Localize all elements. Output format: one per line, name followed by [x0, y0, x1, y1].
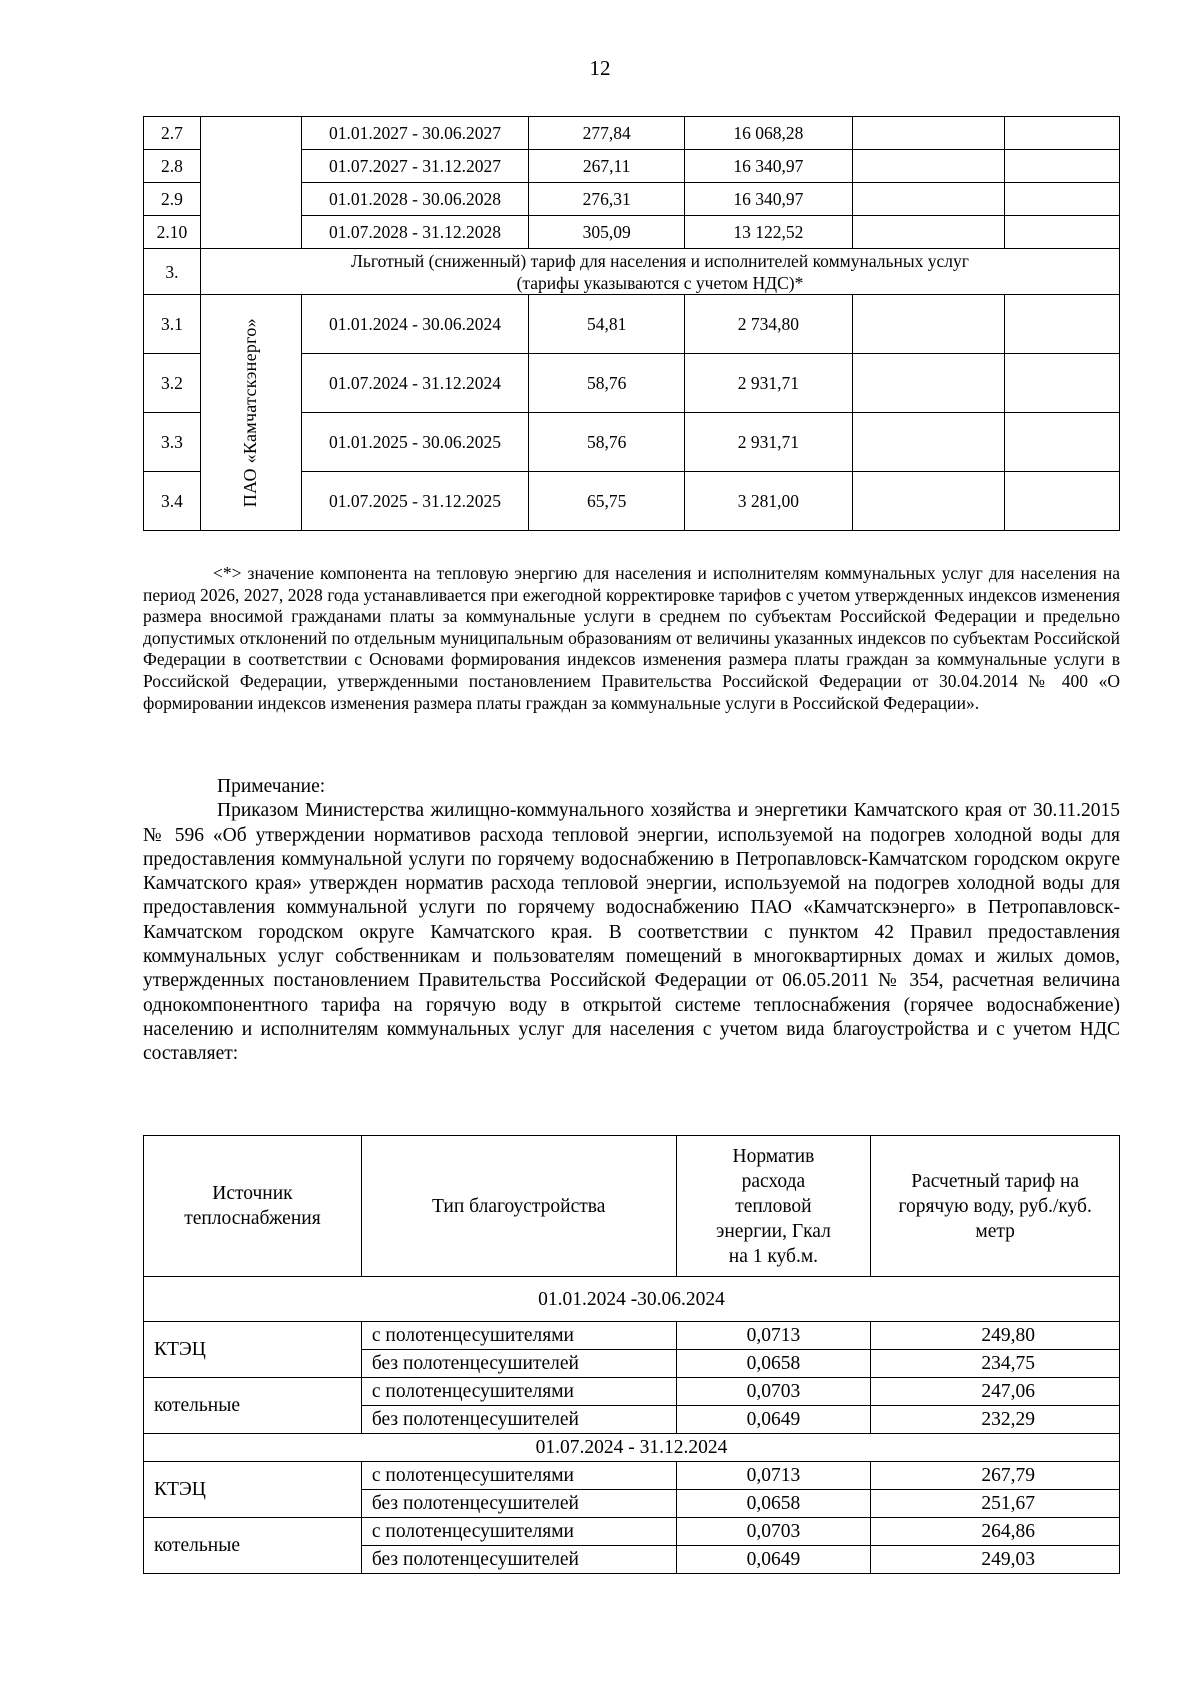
table-row: [144, 1378, 1120, 1406]
source-name: КТЭЦ: [144, 1462, 362, 1518]
type-cell: с полотенцесушителями: [361, 1378, 676, 1406]
source-name: КТЭЦ: [144, 1322, 362, 1378]
value-cell: 305,09: [529, 216, 685, 249]
norm-cell: 0,0649: [676, 1546, 871, 1574]
page-number: 12: [589, 56, 611, 80]
value-cell: 58,76: [529, 413, 685, 472]
table-header-row: [144, 1136, 1120, 1277]
org-cell: [200, 295, 301, 531]
row-number: 3.1: [144, 295, 201, 354]
period-label: 01.01.2024 -30.06.2024: [144, 1277, 1120, 1322]
row-number: 3.4: [144, 472, 201, 531]
value-cell: [852, 413, 1005, 472]
table-row: [144, 295, 1120, 354]
norm-cell: 0,0703: [676, 1378, 871, 1406]
tariff-cell: 232,29: [871, 1406, 1120, 1434]
period-cell: 01.01.2025 - 30.06.2025: [301, 413, 529, 472]
period-cell: 01.07.2028 - 31.12.2028: [301, 216, 529, 249]
tariff-cell: 264,86: [871, 1518, 1120, 1546]
type-cell: без полотенцесушителей: [361, 1406, 676, 1434]
value-cell: 2 931,71: [685, 354, 853, 413]
source-name: котельные: [144, 1378, 362, 1434]
note-heading: Примечание:: [217, 776, 326, 797]
value-cell: [1005, 354, 1120, 413]
value-cell: [1005, 183, 1120, 216]
type-cell: с полотенцесушителями: [361, 1518, 676, 1546]
value-cell: 13 122,52: [685, 216, 853, 249]
table-row: [144, 1322, 1120, 1350]
tariff-cell: 251,67: [871, 1490, 1120, 1518]
section-title: [200, 249, 1119, 295]
header-type: Тип благоустройства: [361, 1136, 676, 1277]
period-label: 01.07.2024 - 31.12.2024: [144, 1434, 1120, 1462]
hot-water-table: [143, 1135, 1120, 1574]
norm-cell: 0,0649: [676, 1406, 871, 1434]
value-cell: [1005, 295, 1120, 354]
footnote-text: <*> значение компонента на тепловую энергию для населения и исполнителям коммунальных услуг для населения на период 2026, 2027, 2028 года устанавливается при ежегодной корректировке тарифов с учетом утвержденных индексов изменения размера вносимой гражданами платы за коммунальные услуги в среднем по субъектам Российской Федерации и предельно допустимых отклонений по отдельным муниципальным образованиям от величины указанных индексов по субъектам Российской Федерации в соответствии с Основами формирования индексов изменения размера платы граждан за коммунальные услуги в Российской Федерации, утвержденными постановлением Правительства Российской Федерации от 30.04.2014 № 400 «О формировании индексов изменения размера платы граждан за коммунальные услуги в Российской Федерации».: [143, 563, 1120, 713]
row-number: 2.10: [144, 216, 201, 249]
value-cell: [1005, 216, 1120, 249]
org-cell-empty: [200, 117, 301, 249]
table-row: [144, 117, 1120, 150]
note-body: Приказом Министерства жилищно-коммунального хозяйства и энергетики Камчатского края от 30.11.2015 № 596 «Об утверждении нормативов расхода тепловой энергии, используемой на подогрев холодной воды для предоставления коммунальной услуги по горячему водоснабжению в Петропавловск-Камчатском городском округе Камчатского края» утвержден норматив расхода тепловой энергии, используемой на подогрев холодной воды для предоставления коммунальной услуги по горячему водоснабжению ПАО «Камчатскэнерго» в Петропавловск-Камчатском городском округе Камчатского края. В соответствии с пунктом 42 Правил предоставления коммунальных услуг собственникам и пользователям помещений в многоквартирных домах и жилых домов, утвержденных постановлением Правительства Российской Федерации от 06.05.2011 № 354, расчетная величина однокомпонентного тарифа на горячую воду в открытой системе теплоснабжения (горячее водоснабжение) населению и исполнителям коммунальных услуг для населения с учетом вида благоустройства и с учетом НДС составляет:: [143, 800, 1120, 1065]
table-row: [144, 1518, 1120, 1546]
value-cell: 16 068,28: [685, 117, 853, 150]
period-cell: 01.07.2025 - 31.12.2025: [301, 472, 529, 531]
period-row: [144, 1277, 1120, 1322]
section-title-line1: Льготный (сниженный) тариф для населения и исполнителей коммунальных услуг: [351, 250, 969, 271]
value-cell: [852, 354, 1005, 413]
row-number: 3.2: [144, 354, 201, 413]
value-cell: 58,76: [529, 354, 685, 413]
type-cell: без полотенцесушителей: [361, 1490, 676, 1518]
norm-cell: 0,0658: [676, 1350, 871, 1378]
table-row: [144, 1462, 1120, 1490]
type-cell: с полотенцесушителями: [361, 1322, 676, 1350]
section-number: 3.: [144, 249, 201, 295]
value-cell: 16 340,97: [685, 183, 853, 216]
header-source: Источник теплоснабжения: [144, 1136, 362, 1277]
period-cell: 01.01.2027 - 30.06.2027: [301, 117, 529, 150]
value-cell: 2 734,80: [685, 295, 853, 354]
row-number: 2.7: [144, 117, 201, 150]
value-cell: [1005, 472, 1120, 531]
period-row: [144, 1434, 1120, 1462]
value-cell: 54,81: [529, 295, 685, 354]
type-cell: без полотенцесушителей: [361, 1350, 676, 1378]
value-cell: 277,84: [529, 117, 685, 150]
value-cell: 276,31: [529, 183, 685, 216]
value-cell: [1005, 150, 1120, 183]
norm-cell: 0,0658: [676, 1490, 871, 1518]
header-norm: Норматив расхода тепловой энергии, Гкал на 1 куб.м.: [676, 1136, 871, 1277]
tariff-cell: 249,03: [871, 1546, 1120, 1574]
tariff-table: [143, 116, 1120, 531]
tariff-cell: 249,80: [871, 1322, 1120, 1350]
period-cell: 01.07.2024 - 31.12.2024: [301, 354, 529, 413]
value-cell: [852, 295, 1005, 354]
value-cell: 65,75: [529, 472, 685, 531]
value-cell: 16 340,97: [685, 150, 853, 183]
note-block: [143, 775, 1120, 1067]
row-number: 2.8: [144, 150, 201, 183]
tariff-cell: 267,79: [871, 1462, 1120, 1490]
value-cell: [852, 117, 1005, 150]
norm-cell: 0,0703: [676, 1518, 871, 1546]
value-cell: 267,11: [529, 150, 685, 183]
norm-cell: 0,0713: [676, 1462, 871, 1490]
period-cell: 01.07.2027 - 31.12.2027: [301, 150, 529, 183]
value-cell: [1005, 117, 1120, 150]
value-cell: 3 281,00: [685, 472, 853, 531]
type-cell: без полотенцесушителей: [361, 1546, 676, 1574]
value-cell: [852, 472, 1005, 531]
value-cell: [852, 183, 1005, 216]
value-cell: [1005, 413, 1120, 472]
row-number: 2.9: [144, 183, 201, 216]
section-header-row: [144, 249, 1120, 295]
period-cell: 01.01.2024 - 30.06.2024: [301, 295, 529, 354]
value-cell: [852, 216, 1005, 249]
header-tariff: Расчетный тариф на горячую воду, руб./куб. метр: [871, 1136, 1120, 1277]
type-cell: с полотенцесушителями: [361, 1462, 676, 1490]
norm-cell: 0,0713: [676, 1322, 871, 1350]
tariff-cell: 234,75: [871, 1350, 1120, 1378]
value-cell: 2 931,71: [685, 413, 853, 472]
value-cell: [852, 150, 1005, 183]
row-number: 3.3: [144, 413, 201, 472]
section-title-line2: (тарифы указываются с учетом НДС)*: [516, 272, 804, 293]
footnote: [143, 563, 1120, 714]
period-cell: 01.01.2028 - 30.06.2028: [301, 183, 529, 216]
org-name: ПАО «Камчатскэнерго»: [240, 317, 261, 508]
tariff-cell: 247,06: [871, 1378, 1120, 1406]
source-name: котельные: [144, 1518, 362, 1574]
